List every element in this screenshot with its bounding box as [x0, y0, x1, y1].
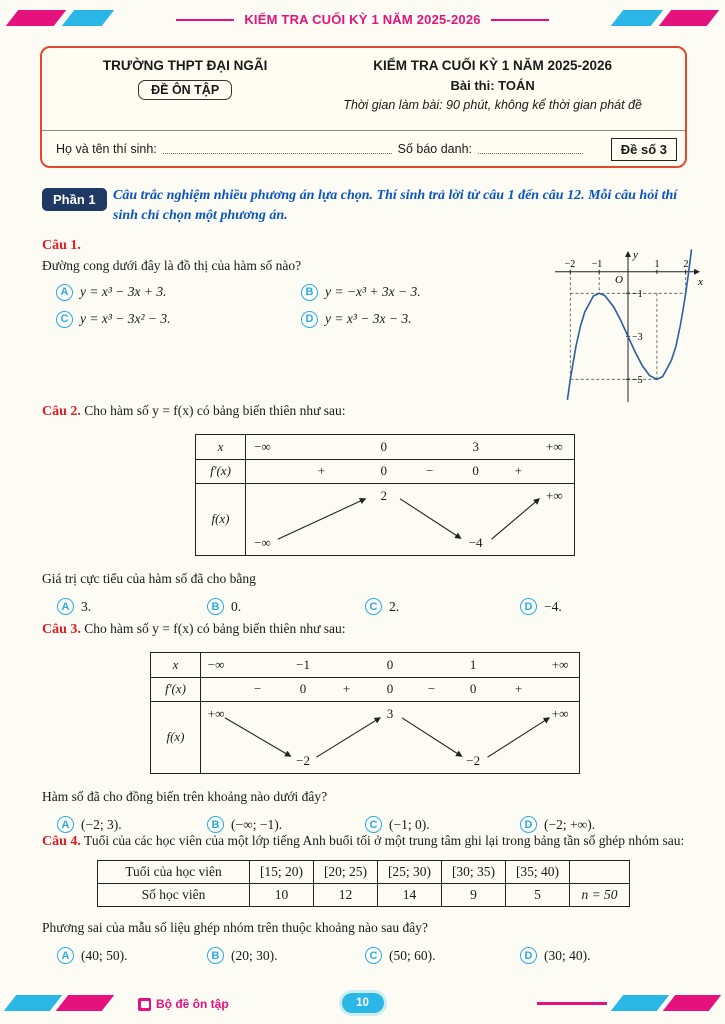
question-4-question: Phương sai của mẫu số liệu ghép nhóm trên thuộc khoảng nào sau đây?	[42, 919, 428, 935]
footer-book-text: Bộ đề ôn tập	[156, 997, 229, 1011]
count-cell: 10	[250, 883, 314, 906]
frequency-table	[97, 860, 630, 907]
option-c	[365, 816, 520, 833]
exam-header-top	[56, 58, 671, 112]
variation-table-q2	[195, 434, 575, 556]
option-text: 3.	[81, 598, 92, 614]
f-value: −4	[468, 534, 483, 550]
y-tick: −5	[632, 375, 643, 386]
stripe-icon	[663, 995, 722, 1011]
sign: −	[426, 463, 434, 479]
option-c	[365, 598, 520, 615]
option-letter: D	[520, 816, 537, 833]
option-text: y = −x³ + 3x − 3.	[325, 284, 421, 300]
option-a	[56, 284, 301, 301]
interval-cell: [25; 30)	[378, 860, 442, 883]
f-value: 2	[380, 487, 387, 503]
sign: 0	[386, 681, 394, 697]
interval-cell: [20; 25)	[314, 860, 378, 883]
question-2-text: Cho hàm số y = f(x) có bảng biến thiên như sau:	[84, 403, 346, 418]
x-tick: −1	[591, 259, 603, 270]
option-text: y = x³ − 3x² − 3.	[80, 311, 171, 327]
x-row	[246, 435, 574, 459]
interval-cell: [30; 35)	[442, 860, 506, 883]
footer	[0, 990, 725, 1018]
question-1-options	[42, 284, 542, 328]
x-tick: 1	[654, 259, 660, 270]
question-3-label: Câu 3.	[42, 622, 81, 637]
x-value: 0	[380, 438, 387, 454]
variation-table-body	[246, 435, 574, 555]
exam-header-box	[40, 46, 687, 168]
total-cell: n = 50	[570, 883, 630, 906]
book-icon	[138, 998, 151, 1011]
option-letter: B	[207, 816, 224, 833]
question-2-intro	[42, 402, 685, 422]
row-header: Số học viên	[98, 883, 250, 906]
page-header	[0, 12, 725, 27]
y-axis-label: y	[633, 249, 638, 261]
option-text: −4.	[544, 598, 562, 614]
x-value: −∞	[207, 656, 225, 672]
question-3	[42, 620, 685, 833]
question-1-text: Đường cong dưới đây là đồ thị của hàm số nào?	[42, 258, 302, 273]
y-tick: −3	[632, 332, 643, 343]
stripe-icon	[611, 995, 670, 1011]
question-4-label: Câu 4.	[42, 834, 81, 849]
question-4-text: Tuổi của các học viên của một lớp tiếng Anh buổi tối ở một trung tâm ghi lại trong bảng tần số ghép nhóm sau:	[84, 833, 685, 848]
question-3-text: Cho hàm số y = f(x) có bảng biến thiên như sau:	[84, 621, 346, 636]
x-value: +∞	[551, 656, 569, 672]
page-header-title: KIỂM TRA CUỐI KỲ 1 NĂM 2025-2026	[244, 12, 481, 27]
question-2-question: Giá trị cực tiểu của hàm số đã cho bằng	[42, 570, 256, 586]
f-value: −2	[466, 752, 481, 768]
top-decoration	[0, 8, 725, 34]
exam-duration: Thời gian làm bài: 90 phút, không kể thời gian phát đề	[343, 98, 642, 112]
exam-title: KIỂM TRA CUỐI KỲ 1 NĂM 2025-2026	[373, 58, 613, 73]
candidate-name-field	[163, 143, 392, 154]
sign-row	[201, 677, 579, 701]
row-header-x: x	[217, 438, 224, 454]
f-value: −∞	[254, 534, 271, 550]
option-text: (−1; 0).	[389, 816, 430, 832]
question-2-label: Câu 2.	[42, 404, 81, 419]
f-value: −2	[296, 752, 310, 768]
question-4-options	[42, 947, 685, 964]
sign: +	[317, 463, 326, 479]
option-text: (−∞; −1).	[231, 816, 283, 832]
option-text: 2.	[389, 598, 400, 614]
variation-table-q3	[150, 652, 580, 774]
question-2-options	[42, 598, 685, 615]
option-c	[56, 311, 301, 328]
row-header-fprime: f'(x)	[151, 677, 200, 701]
question-3-question: Hàm số đã cho đồng biến trên khoảng nào dưới đây?	[42, 788, 328, 804]
candidate-id-field	[478, 143, 583, 154]
option-text: y = x³ − 3x − 3.	[325, 311, 412, 327]
x-tick: −2	[564, 259, 576, 270]
stripe-icon	[4, 995, 63, 1011]
option-a	[57, 947, 207, 964]
sign: 0	[472, 463, 479, 479]
option-letter: C	[365, 598, 382, 615]
origin-label: O	[615, 274, 623, 286]
candidate-info-row	[42, 130, 685, 166]
question-1	[42, 238, 703, 386]
stripe-icon	[56, 995, 115, 1011]
footer-line-icon	[537, 1002, 607, 1005]
f-value: +∞	[551, 705, 569, 721]
option-b	[207, 598, 365, 615]
sign: 0	[299, 681, 307, 697]
option-letter: B	[207, 947, 224, 964]
x-row	[201, 653, 579, 677]
variation-table-body	[201, 653, 579, 773]
count-cell: 9	[442, 883, 506, 906]
x-value: −∞	[254, 438, 271, 454]
header-line-right-icon	[491, 19, 549, 21]
count-cell: 14	[378, 883, 442, 906]
question-4	[42, 832, 685, 964]
table-row	[98, 860, 630, 883]
option-letter: C	[365, 816, 382, 833]
candidate-name-label: Họ và tên thí sinh:	[56, 141, 157, 156]
option-text: (−2; 3).	[81, 816, 122, 832]
option-b	[207, 816, 365, 833]
option-a	[57, 598, 207, 615]
exam-type-box: ĐỀ ÔN TẬP	[138, 80, 232, 100]
option-a	[57, 816, 207, 833]
f-value: 3	[386, 705, 394, 721]
question-3-intro	[42, 620, 685, 640]
variation-table-headers	[151, 653, 201, 773]
school-column	[56, 58, 314, 112]
sign: +	[514, 681, 523, 697]
sign: 0	[469, 681, 477, 697]
f-value: +∞	[207, 705, 225, 721]
question-1-label: Câu 1.	[42, 238, 81, 253]
option-text: 0.	[231, 598, 242, 614]
option-letter: D	[301, 311, 318, 328]
row-header-x: x	[172, 656, 179, 672]
school-name: TRƯỜNG THPT ĐẠI NGÃI	[102, 58, 268, 73]
row-header-fprime: f'(x)	[196, 459, 245, 483]
option-text: (−2; +∞).	[544, 816, 596, 832]
option-letter: A	[57, 947, 74, 964]
row-header-f: f(x)	[151, 701, 200, 773]
question-3-options	[42, 816, 685, 833]
option-text: (20; 30).	[231, 947, 278, 963]
option-d	[520, 816, 595, 833]
option-letter: B	[207, 598, 224, 615]
option-b	[301, 284, 546, 301]
option-text: (40; 50).	[81, 947, 128, 963]
interval-cell: [15; 20)	[250, 860, 314, 883]
footer-book-label	[138, 997, 229, 1011]
x-value: 0	[386, 656, 394, 672]
exam-info-column	[314, 58, 671, 112]
y-tick: −1	[632, 289, 643, 300]
part1-instruction: Câu trắc nghiệm nhiều phương án lựa chọn. Thí sinh trả lời từ câu 1 đến câu 12. Mỗi câu hỏi thí sinh chỉ chọn một phương án.	[113, 188, 678, 224]
f-row	[246, 483, 574, 555]
sign-row	[246, 459, 574, 483]
option-b	[207, 947, 365, 964]
question-4-intro	[42, 832, 685, 852]
part1-section	[42, 186, 685, 227]
interval-cell: [35; 40)	[506, 860, 570, 883]
header-line-left-icon	[176, 19, 234, 21]
option-letter: A	[57, 598, 74, 615]
f-row	[201, 701, 579, 773]
question-2	[42, 402, 685, 615]
x-value: +∞	[546, 438, 563, 454]
count-cell: 5	[506, 883, 570, 906]
f-value: +∞	[546, 487, 563, 503]
cubic-function-graph	[553, 246, 705, 408]
option-letter: C	[365, 947, 382, 964]
x-axis-label: x	[698, 276, 703, 288]
empty-cell	[570, 860, 630, 883]
count-cell: 12	[314, 883, 378, 906]
page-number-badge: 10	[342, 993, 384, 1013]
sign: −	[254, 681, 262, 697]
variation-table-headers	[196, 435, 246, 555]
x-tick: 2	[683, 259, 689, 270]
option-letter: D	[520, 947, 537, 964]
option-letter: C	[56, 311, 73, 328]
exam-subject: Bài thi: TOÁN	[450, 78, 535, 93]
option-c	[365, 947, 520, 964]
sign: 0	[380, 463, 387, 479]
part1-badge: Phần 1	[42, 188, 107, 211]
option-d	[301, 311, 546, 328]
table-row	[98, 883, 630, 906]
option-letter: A	[57, 816, 74, 833]
candidate-id-label: Số báo danh:	[397, 141, 472, 156]
option-text: y = x³ − 3x + 3.	[80, 284, 167, 300]
row-header: Tuổi của học viên	[98, 860, 250, 883]
option-d	[520, 598, 562, 615]
option-letter: A	[56, 284, 73, 301]
x-value: −1	[296, 656, 310, 672]
sign: −	[427, 681, 436, 697]
x-value: 1	[469, 656, 477, 672]
sign: +	[342, 681, 351, 697]
x-value: 3	[472, 438, 479, 454]
option-d	[520, 947, 591, 964]
option-text: (50; 60).	[389, 947, 436, 963]
row-header-f: f(x)	[196, 483, 245, 555]
exam-code-box: Đề số 3	[611, 138, 677, 161]
sign: +	[514, 463, 522, 479]
option-letter: B	[301, 284, 318, 301]
option-letter: D	[520, 598, 537, 615]
option-text: (30; 40).	[544, 947, 591, 963]
